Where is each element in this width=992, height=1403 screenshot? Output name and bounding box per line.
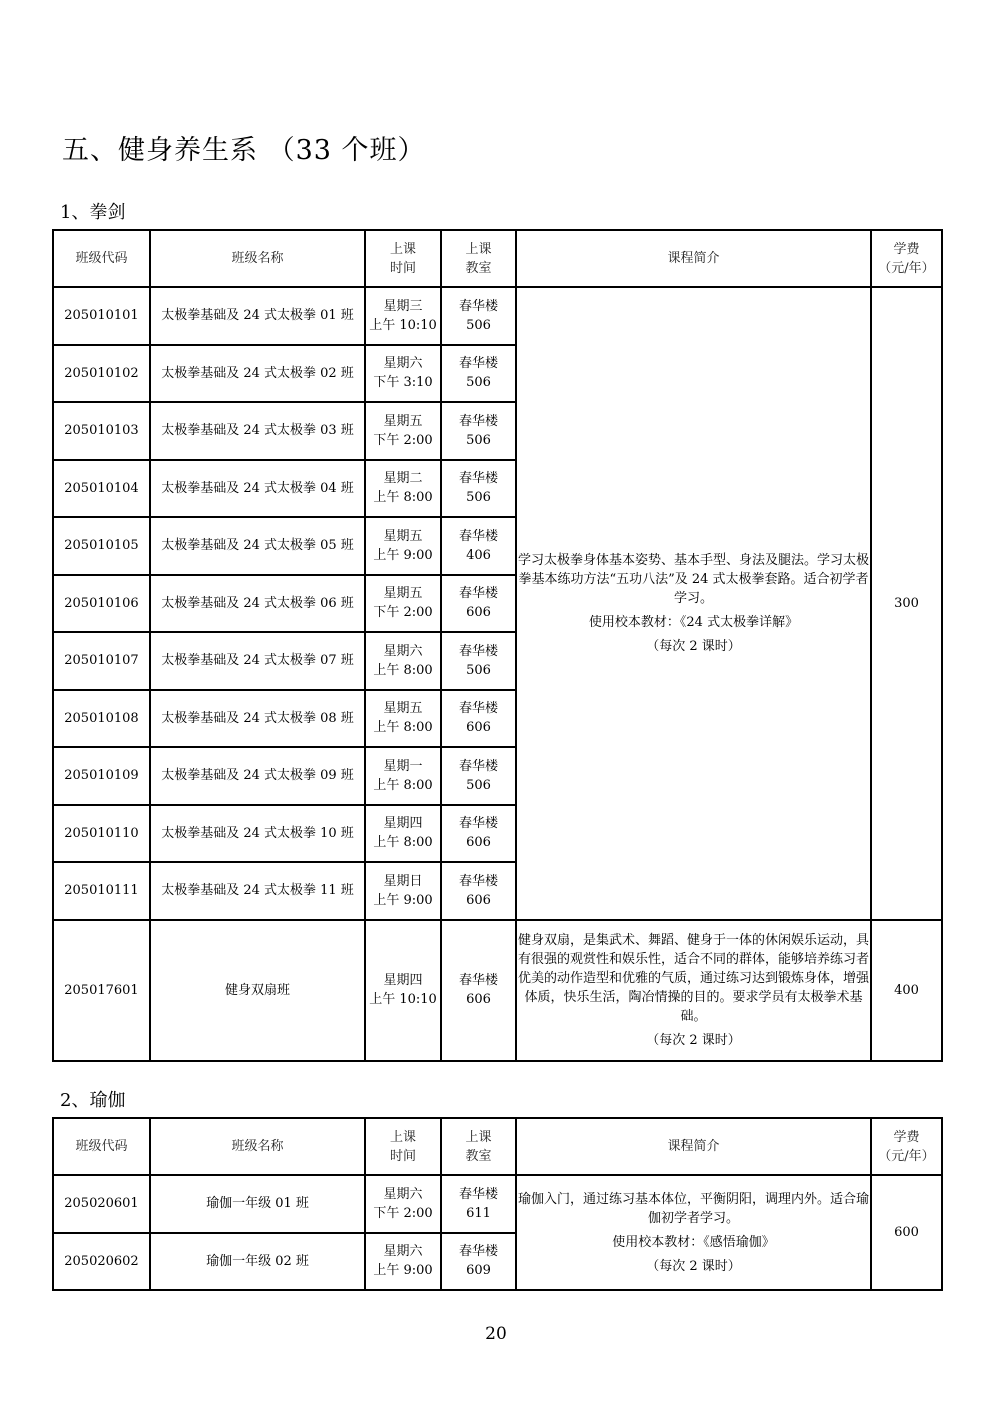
class-building: 春华楼 — [458, 701, 498, 717]
class-building: 春华楼 — [458, 471, 498, 487]
class-day: 星期三 — [383, 298, 423, 314]
course-intro — [516, 920, 871, 1061]
table-header-row — [53, 1118, 942, 1175]
class-building: 春华楼 — [458, 758, 498, 774]
yoga-table — [52, 1117, 943, 1291]
class-room — [441, 690, 516, 748]
class-clock: 上午 9:00 — [373, 547, 433, 563]
class-code: 205010111 — [53, 862, 150, 920]
course-intro — [516, 1175, 871, 1290]
table-row — [53, 1175, 942, 1233]
header-fee — [871, 230, 942, 287]
class-time — [365, 805, 441, 863]
class-day: 星期四 — [383, 816, 423, 832]
class-name: 太极拳基础及 24 式太极拳 06 班 — [150, 575, 365, 633]
header-fee — [871, 1118, 942, 1175]
class-room — [441, 1175, 516, 1233]
class-room — [441, 920, 516, 1061]
class-building: 春华楼 — [458, 298, 498, 314]
class-clock: 下午 2:00 — [373, 432, 433, 448]
header-time-line1: 上课 — [389, 1129, 416, 1145]
class-room-number: 606 — [466, 892, 491, 908]
class-time — [365, 1175, 441, 1233]
class-time — [365, 402, 441, 460]
class-clock: 上午 8:00 — [373, 835, 433, 851]
class-room-number: 606 — [466, 720, 491, 736]
class-room-number: 609 — [466, 1263, 491, 1279]
class-day: 星期六 — [383, 1244, 423, 1260]
section-title-yoga: 2、瑜伽 — [60, 1090, 126, 1111]
class-code: 205010104 — [53, 460, 150, 518]
class-building: 春华楼 — [458, 356, 498, 372]
class-clock: 下午 3:10 — [373, 375, 433, 391]
class-code: 205020602 — [53, 1233, 150, 1291]
class-day: 星期日 — [383, 873, 423, 889]
class-room-number: 611 — [466, 1205, 491, 1221]
section-title-quanjian: 1、拳剑 — [60, 202, 126, 223]
class-code: 205010103 — [53, 402, 150, 460]
class-name: 太极拳基础及 24 式太极拳 01 班 — [150, 287, 365, 345]
class-room — [441, 460, 516, 518]
class-day: 星期六 — [383, 1186, 423, 1202]
class-code: 205020601 — [53, 1175, 150, 1233]
header-room — [441, 230, 516, 287]
class-building: 春华楼 — [458, 413, 498, 429]
class-room — [441, 747, 516, 805]
class-name: 健身双扇班 — [150, 920, 365, 1061]
class-building: 春华楼 — [458, 528, 498, 544]
class-code: 205010105 — [53, 517, 150, 575]
header-fee-line1: 学费 — [893, 241, 920, 257]
header-code: 班级代码 — [53, 230, 150, 287]
class-code: 205010110 — [53, 805, 150, 863]
class-clock: 上午 9:00 — [373, 892, 433, 908]
class-room-number: 606 — [466, 835, 491, 851]
class-building: 春华楼 — [458, 1244, 498, 1260]
class-name: 太极拳基础及 24 式太极拳 04 班 — [150, 460, 365, 518]
class-name: 太极拳基础及 24 式太极拳 05 班 — [150, 517, 365, 575]
class-building: 春华楼 — [458, 973, 498, 988]
class-day: 星期五 — [383, 586, 423, 602]
class-clock: 上午 8:00 — [373, 662, 433, 678]
class-time — [365, 862, 441, 920]
class-room — [441, 632, 516, 690]
tuition-fee: 600 — [871, 1175, 942, 1290]
class-code: 205010107 — [53, 632, 150, 690]
class-clock: 下午 2:00 — [373, 605, 433, 621]
course-textbook: 使用校本教材：《24 式太极拳详解》 — [588, 614, 799, 630]
header-room — [441, 1118, 516, 1175]
class-code: 205017601 — [53, 920, 150, 1061]
header-room-line2: 教室 — [465, 1148, 492, 1164]
class-code: 205010109 — [53, 747, 150, 805]
class-code: 205010102 — [53, 345, 150, 403]
header-room-line1: 上课 — [465, 1129, 492, 1145]
class-day: 星期五 — [383, 701, 423, 717]
class-room-number: 506 — [466, 317, 491, 333]
class-time — [365, 460, 441, 518]
header-time-line1: 上课 — [389, 241, 416, 257]
header-fee-line1: 学费 — [893, 1129, 920, 1145]
class-code: 205010101 — [53, 287, 150, 345]
header-fee-line2: （元/年） — [878, 1148, 935, 1164]
class-room — [441, 862, 516, 920]
class-day: 星期二 — [383, 471, 423, 487]
class-time — [365, 345, 441, 403]
class-day: 星期一 — [383, 758, 423, 774]
header-time — [365, 1118, 441, 1175]
header-fee-line2: （元/年） — [878, 260, 935, 276]
class-building: 春华楼 — [458, 816, 498, 832]
class-clock: 上午 8:00 — [373, 777, 433, 793]
class-time — [365, 690, 441, 748]
header-room-line1: 上课 — [465, 241, 492, 257]
class-room — [441, 1233, 516, 1291]
header-room-line2: 教室 — [465, 260, 492, 276]
class-time — [365, 920, 441, 1061]
tuition-fee: 400 — [871, 920, 942, 1061]
class-room-number: 406 — [466, 547, 491, 563]
class-day: 星期五 — [383, 528, 423, 544]
class-name: 太极拳基础及 24 式太极拳 10 班 — [150, 805, 365, 863]
class-room — [441, 517, 516, 575]
class-room-number: 506 — [466, 375, 491, 391]
header-intro: 课程简介 — [516, 230, 871, 287]
class-time — [365, 1233, 441, 1291]
class-room — [441, 805, 516, 863]
class-time — [365, 575, 441, 633]
header-name: 班级名称 — [150, 230, 365, 287]
course-intro — [516, 287, 871, 920]
course-intro-text: 学习太极拳身体基本姿势、基本手型、身法及腿法。学习太极拳基本练功方法“五功八法”及 24 式太极拳套路。适合初学者学习。 — [517, 552, 869, 606]
class-clock: 上午 10:10 — [369, 317, 437, 333]
class-code: 205010106 — [53, 575, 150, 633]
class-clock: 上午 9:00 — [373, 1263, 433, 1279]
class-room — [441, 345, 516, 403]
class-day: 星期六 — [383, 356, 423, 372]
table-row — [53, 287, 942, 345]
tuition-fee: 300 — [871, 287, 942, 920]
class-building: 春华楼 — [458, 873, 498, 889]
class-name: 太极拳基础及 24 式太极拳 11 班 — [150, 862, 365, 920]
quanjian-table — [52, 229, 943, 1062]
class-name: 太极拳基础及 24 式太极拳 02 班 — [150, 345, 365, 403]
class-clock: 下午 2:00 — [373, 1205, 433, 1221]
table-header-row — [53, 230, 942, 287]
class-room-number: 506 — [466, 432, 491, 448]
course-hours: （每次 2 课时） — [646, 1032, 741, 1048]
class-name: 瑜伽一年级 02 班 — [150, 1233, 365, 1291]
course-hours: （每次 2 课时） — [646, 1258, 741, 1274]
header-time-line2: 时间 — [389, 260, 416, 276]
class-room — [441, 575, 516, 633]
class-building: 春华楼 — [458, 586, 498, 602]
class-room-number: 506 — [466, 490, 491, 506]
class-time — [365, 632, 441, 690]
table-row — [53, 920, 942, 1061]
class-name: 太极拳基础及 24 式太极拳 08 班 — [150, 690, 365, 748]
page-number: 20 — [485, 1324, 507, 1344]
class-day: 星期六 — [383, 643, 423, 659]
header-time — [365, 230, 441, 287]
class-name: 瑜伽一年级 01 班 — [150, 1175, 365, 1233]
class-room-number: 606 — [466, 605, 491, 621]
class-room — [441, 402, 516, 460]
class-building: 春华楼 — [458, 643, 498, 659]
class-clock: 上午 8:00 — [373, 490, 433, 506]
header-name: 班级名称 — [150, 1118, 365, 1175]
class-time — [365, 517, 441, 575]
page-title: 五、健身养生系 （33 个班） — [62, 135, 426, 166]
header-code: 班级代码 — [53, 1118, 150, 1175]
class-time — [365, 287, 441, 345]
class-day: 星期五 — [383, 413, 423, 429]
class-name: 太极拳基础及 24 式太极拳 03 班 — [150, 402, 365, 460]
class-room — [441, 287, 516, 345]
class-name: 太极拳基础及 24 式太极拳 07 班 — [150, 632, 365, 690]
class-code: 205010108 — [53, 690, 150, 748]
class-day: 星期四 — [383, 973, 423, 988]
class-room-number: 506 — [466, 662, 491, 678]
class-room-number: 506 — [466, 777, 491, 793]
class-name: 太极拳基础及 24 式太极拳 09 班 — [150, 747, 365, 805]
course-intro-text: 健身双扇，是集武术、舞蹈、健身于一体的休闲娱乐运动，具有很强的观赏性和娱乐性，适合不同的群体，能够培养练习者优美的动作造型和优雅的气质，通过练习达到锻炼身体，增强体质，快乐生活，陶冶情操的目的。要求学员有太极拳术基础。 — [517, 932, 869, 1024]
course-hours: （每次 2 课时） — [646, 638, 741, 654]
class-clock: 上午 10:10 — [369, 992, 437, 1007]
class-building: 春华楼 — [458, 1186, 498, 1202]
header-time-line2: 时间 — [389, 1148, 416, 1164]
class-time — [365, 747, 441, 805]
course-intro-text: 瑜伽入门，通过练习基本体位，平衡阴阳，调理内外。适合瑜伽初学者学习。 — [517, 1191, 869, 1226]
header-intro: 课程简介 — [516, 1118, 871, 1175]
class-clock: 上午 8:00 — [373, 720, 433, 736]
course-textbook: 使用校本教材：《感悟瑜伽》 — [612, 1234, 775, 1250]
class-room-number: 606 — [466, 992, 491, 1007]
